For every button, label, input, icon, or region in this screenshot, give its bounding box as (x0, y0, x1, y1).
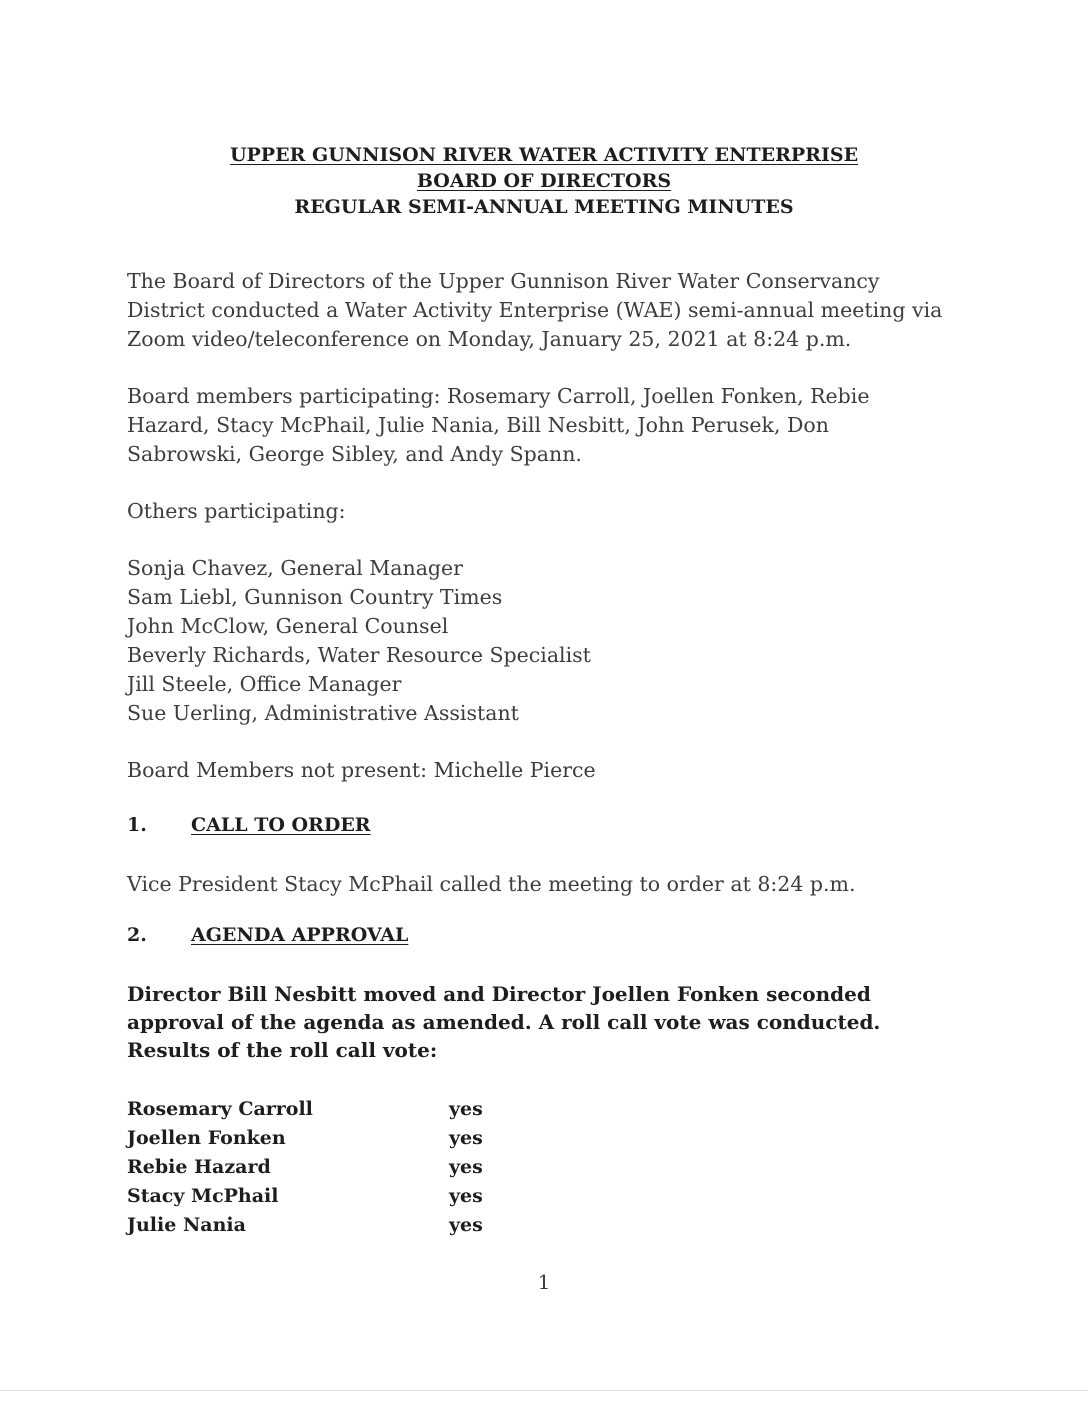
list-item: Sue Uerling, Administrative Assistant (127, 701, 519, 725)
list-item: John McClow, General Counsel (127, 614, 449, 638)
voter-name: Rebie Hazard (127, 1155, 271, 1178)
others-label (127, 497, 957, 526)
motion-line: Director Bill Nesbitt moved and Director Joellen Fonken seconded (127, 982, 871, 1006)
roll-call-table (127, 1094, 509, 1239)
page-number: 1 (537, 1270, 551, 1294)
vote-value: yes (449, 1155, 483, 1178)
not-present-paragraph (127, 756, 957, 785)
not-present-text: Board Members not present: Michelle Pierce (127, 758, 596, 782)
section-number: 2. (127, 924, 147, 946)
section-title: CALL TO ORDER (191, 814, 371, 836)
table-row (127, 1181, 509, 1210)
intro-line: The Board of Directors of the Upper Gunnison River Water Conservancy (127, 269, 880, 293)
title-line-1: UPPER GUNNISON RIVER WATER ACTIVITY ENTERPRISE (229, 144, 859, 166)
vote-value: yes (449, 1126, 483, 1149)
voter-name: Joellen Fonken (127, 1126, 286, 1149)
motion-line: Results of the roll call vote: (127, 1038, 438, 1062)
table-row (127, 1152, 509, 1181)
section-title: AGENDA APPROVAL (191, 924, 409, 946)
section-number: 1. (127, 814, 147, 836)
voter-name: Rosemary Carroll (127, 1097, 313, 1120)
title-line-3: REGULAR SEMI-ANNUAL MEETING MINUTES (294, 196, 794, 218)
board-members-line: Board members participating: Rosemary Carroll, Joellen Fonken, Rebie (127, 384, 870, 408)
motion-paragraph (127, 980, 957, 1064)
intro-line: District conducted a Water Activity Enterprise (WAE) semi-annual meeting via (127, 298, 943, 322)
list-item: Beverly Richards, Water Resource Specialist (127, 643, 591, 667)
list-item: Sam Liebl, Gunnison Country Times (127, 585, 503, 609)
intro-paragraph (127, 267, 957, 354)
document-title (0, 142, 1088, 220)
board-members-line: Hazard, Stacy McPhail, Julie Nania, Bill Nesbitt, John Perusek, Don (127, 413, 829, 437)
scan-edge-line (0, 1390, 1088, 1391)
section-heading-call-to-order (127, 814, 371, 836)
table-row (127, 1094, 509, 1123)
vote-value: yes (449, 1213, 483, 1236)
intro-line: Zoom video/teleconference on Monday, January 25, 2021 at 8:24 p.m. (127, 327, 852, 351)
call-to-order-paragraph (127, 870, 957, 899)
title-line-2: BOARD OF DIRECTORS (416, 170, 672, 192)
others-label-text: Others participating: (127, 499, 346, 523)
table-row (127, 1210, 509, 1239)
call-to-order-text: Vice President Stacy McPhail called the meeting to order at 8:24 p.m. (127, 872, 856, 896)
voter-name: Julie Nania (127, 1213, 246, 1236)
board-members-paragraph (127, 382, 957, 469)
section-heading-agenda-approval (127, 924, 408, 946)
list-item: Jill Steele, Office Manager (127, 672, 402, 696)
motion-line: approval of the agenda as amended. A roll call vote was conducted. (127, 1010, 881, 1034)
voter-name: Stacy McPhail (127, 1184, 279, 1207)
others-list (127, 554, 957, 728)
vote-value: yes (449, 1184, 483, 1207)
list-item: Sonja Chavez, General Manager (127, 556, 463, 580)
table-row (127, 1123, 509, 1152)
board-members-line: Sabrowski, George Sibley, and Andy Spann. (127, 442, 582, 466)
vote-value: yes (449, 1097, 483, 1120)
